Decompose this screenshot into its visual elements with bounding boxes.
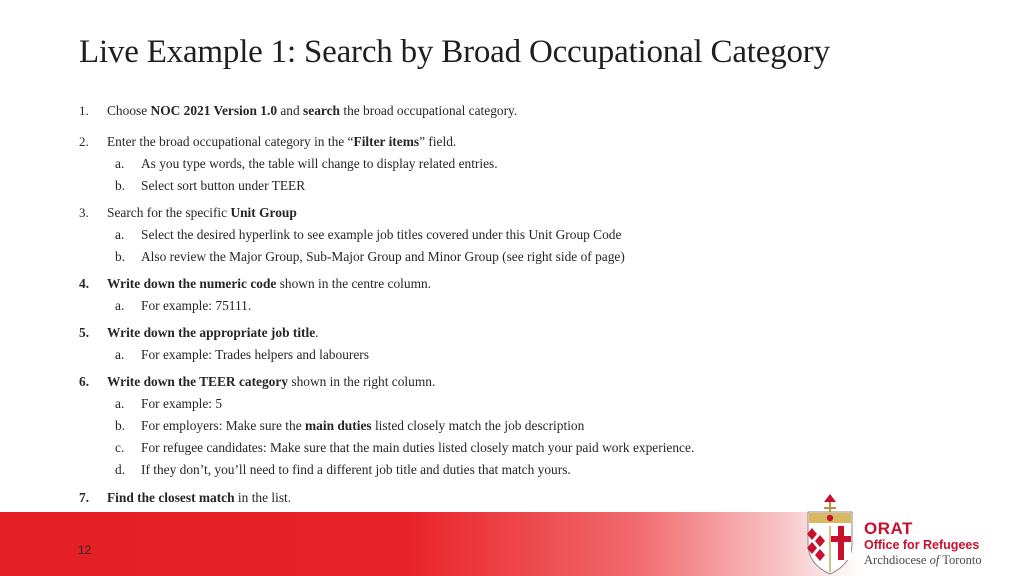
item-2b-letter: b.	[115, 178, 126, 193]
item-6-number: 6.	[79, 374, 90, 389]
item-6b-text: For employers: Make sure the main duties listed closely match the job description	[141, 418, 585, 433]
item-2a-text: As you type words, the table will change to display related entries.	[141, 156, 498, 171]
logo-text	[864, 520, 982, 568]
item-6b-letter: b.	[115, 418, 126, 433]
item-6a-text: For example: 5	[141, 396, 223, 411]
item-7-text: Find the closest match in the list.	[107, 490, 292, 505]
logo-archdiocese: Archdiocese of Toronto	[864, 553, 982, 567]
item-7-number: 7.	[79, 490, 90, 505]
item-2a-letter: a.	[115, 156, 125, 171]
item-6c-text: For refugee candidates: Make sure that the main duties listed closely match your paid work experience.	[141, 440, 695, 455]
logo-office: Office for Refugees	[864, 538, 980, 552]
item-2-text: Enter the broad occupational category in the “Filter items” field.	[107, 134, 457, 149]
item-6c-letter: c.	[115, 440, 125, 455]
item-4a-text: For example: 75111.	[141, 298, 252, 313]
archdiocese-crest-icon	[800, 492, 860, 576]
item-5a-text: For example: Trades helpers and labourers	[141, 347, 369, 362]
item-5-text: Write down the appropriate job title.	[107, 325, 319, 340]
item-5-number: 5.	[79, 325, 90, 340]
item-3b-letter: b.	[115, 249, 126, 264]
item-6d-text: If they don’t, you’ll need to find a different job title and duties that match yours.	[141, 462, 571, 477]
item-2b-text: Select sort button under TEER	[141, 178, 306, 193]
page-number: 12	[78, 543, 92, 557]
orat-logo	[800, 492, 1024, 576]
slide-title: Live Example 1: Search by Broad Occupational Category	[79, 34, 830, 70]
item-3-number: 3.	[79, 205, 89, 220]
logo-orat: ORAT	[864, 519, 913, 538]
item-1-text: Choose NOC 2021 Version 1.0 and search the broad occupational category.	[107, 103, 518, 118]
item-4-number: 4.	[79, 276, 90, 291]
item-2-number: 2.	[79, 134, 89, 149]
item-1-number: 1.	[79, 103, 89, 118]
item-3a-text: Select the desired hyperlink to see example job titles covered under this Unit Group Code	[141, 227, 622, 242]
item-4-text: Write down the numeric code shown in the centre column.	[107, 276, 432, 291]
item-6d-letter: d.	[115, 462, 126, 477]
item-5a-letter: a.	[115, 347, 125, 362]
item-6-text: Write down the TEER category shown in the right column.	[107, 374, 436, 389]
item-6a-letter: a.	[115, 396, 125, 411]
item-3a-letter: a.	[115, 227, 125, 242]
item-3-text: Search for the specific Unit Group	[107, 205, 297, 220]
item-3b-text: Also review the Major Group, Sub-Major Group and Minor Group (see right side of page)	[141, 249, 625, 264]
item-4a-letter: a.	[115, 298, 125, 313]
